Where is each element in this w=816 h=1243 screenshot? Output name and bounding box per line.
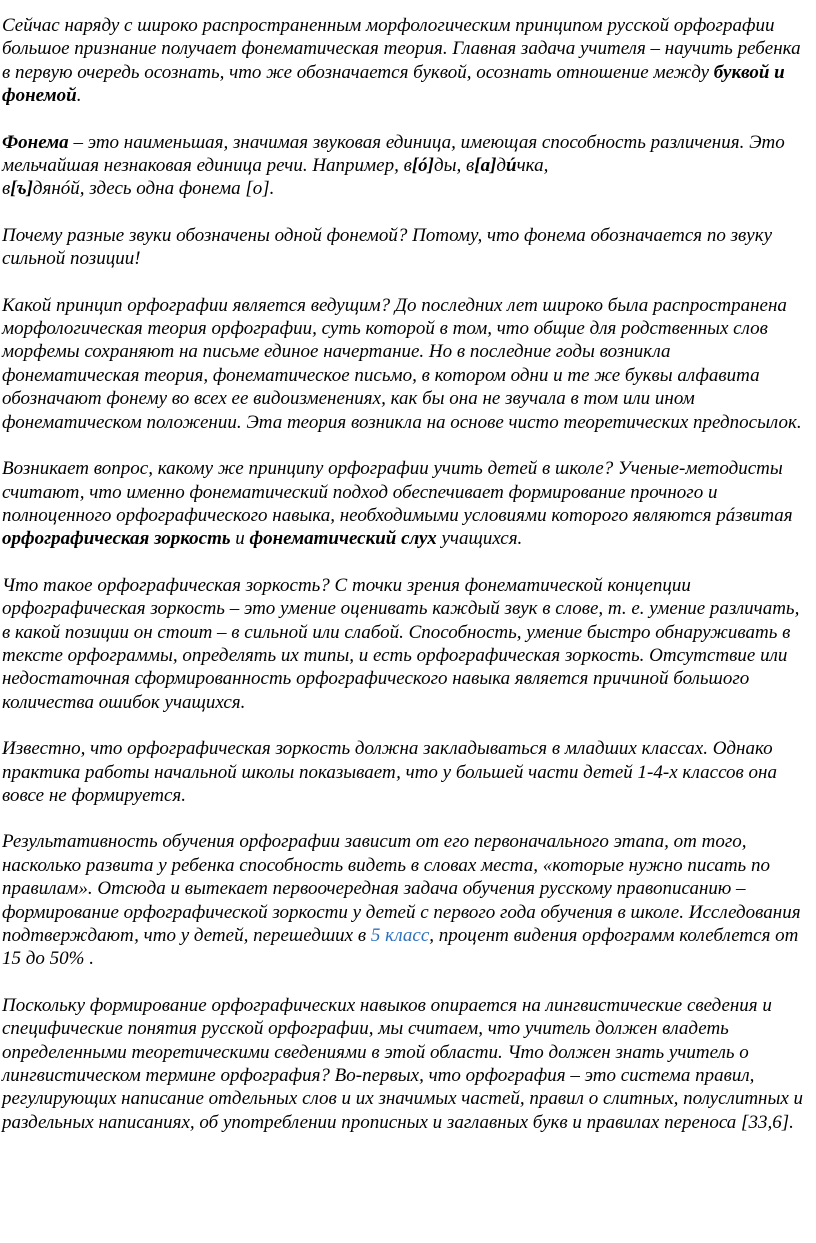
paragraph-text: Результативность обучения орфографии зависит от его первоначального этапа, от того, насколько развита у ребенка способность видеть в словах места, «которые нужно писать по правилам». Отсюда и вытекает первоочередная задача обучения русскому правописанию – формирование орфографической зоркости у детей с первого года обучения в школе. Исследования подтверждают, что у детей, перешедших в <box>2 831 801 946</box>
example-text: чка, <box>516 155 549 177</box>
example-phoneme: [ъ] <box>10 178 33 200</box>
paragraph-end: , процент видения орфограмм колеблется от 15 до 50% . <box>2 925 799 970</box>
paragraph-phoneme-definition <box>2 131 812 201</box>
paragraph-intro <box>2 14 812 108</box>
paragraph-question: Почему разные звуки обозначены одной фонемой? Потому, что фонема обозначается по звуку сильной позиции! <box>2 224 773 270</box>
grade-link[interactable]: 5 класс <box>370 925 430 946</box>
bold-term: орфографическая зоркость <box>2 528 231 550</box>
paragraph-teacher-knowledge: Поскольку формирование орфографических навыков опирается на лингвистические сведения и специфические понятия русской орфографии, мы считаем, что учитель должен владеть определенными теоретическими сведениями в этой области. Что должен знать учитель о лингвистическом термине орфография? Во-первых, что орфография – это система правил, регулирующих написание отдельных слов и их значимых частей, правил о слитных, полуслитных и раздельных написаниях, об употреблении прописных и заглавных букв и правилах переноса [33,6]. <box>2 994 804 1133</box>
bold-term: буквой и фонемой <box>2 61 785 107</box>
paragraph-end: учащихся. <box>436 528 523 550</box>
example-stress: ú <box>506 155 517 177</box>
paragraph-principle: Какой принцип орфографии является ведущим? До последних лет широко была распространена морфологическая теория орфографии, суть которой в том, что общие для родственных слов морфемы сохраняют на письме единое начертание. Но в последние годы возникла фонематическая теория, фонематическое письмо, в котором одни и те же буквы алфавита обозначают фонему во всех ее видоизменениях, как бы она не звучала в том или ином фонематическом положении. Эта теория возникла на основе чисто теоретических предпосылок. <box>2 294 802 433</box>
example-phoneme: [а] <box>474 155 497 177</box>
example-text: в <box>2 178 11 200</box>
bold-term: Фонема <box>2 131 69 153</box>
bold-term: фонематический слух <box>249 528 437 550</box>
paragraph-text: Возникает вопрос, какому же принципу орфографии учить детей в школе? Ученые-методисты считают, что именно фонематический подход обеспечивает формирование прочного и полноценного орфографического навыка, необходимыми условиями которого являются рáзвитая <box>2 458 793 526</box>
example-text: д <box>496 155 507 177</box>
paragraph-methodists <box>2 457 812 551</box>
paragraph-effectiveness <box>2 830 812 970</box>
paragraph-primary-school: Известно, что орфографическая зоркость должна закладываться в младших классах. Однако практика работы начальной школы показывает, что у большей части детей 1-4-х классов она вовсе не формируется. <box>2 738 777 806</box>
paragraph-vigilance: Что такое орфографическая зоркость? С точки зрения фонематической концепции орфографическая зоркость – это умение оценивать каждый звук в слове, т. е. умение различать, в какой позиции он стоит – в сильной или слабой. Способность, умение быстро обнаруживать в тексте орфограммы, определять их типы, и есть орфографическая зоркость. Отсутствие или недостаточная сформированность орфографического навыка является причиной большого количества ошибок учащихся. <box>2 574 800 713</box>
example-phoneme: [ó] <box>411 155 435 177</box>
example-text: ды, в <box>434 155 475 177</box>
paragraph-text: – это наименьшая, значимая звуковая единица, имеющая способность различения. Это мельчайшая незнаковая единица речи. Например, в <box>2 131 785 177</box>
paragraph-end: . <box>76 85 82 107</box>
paragraph-end: дянóй, здесь одна фонема [о]. <box>32 178 275 200</box>
paragraph-text: и <box>230 528 250 550</box>
paragraph-text: Сейчас наряду с широко распространенным морфологическим принципом русской орфографии большое признание получает фонематическая теория. Главная задача учителя – научить ребенка в первую очередь осознать, что же обозначается буквой, осознать отношение между <box>2 15 801 83</box>
